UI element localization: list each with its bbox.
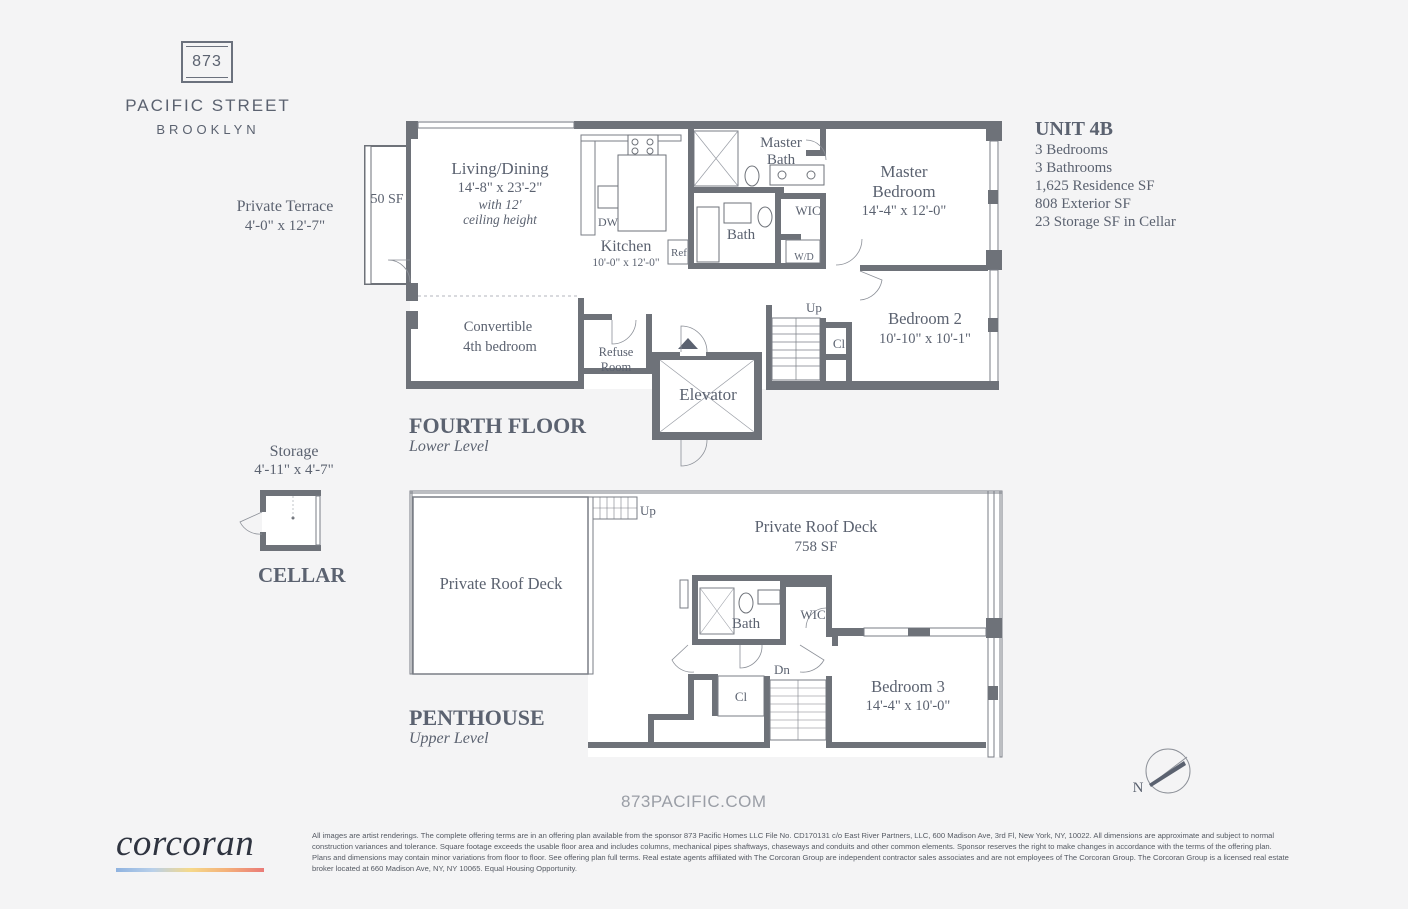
website-link[interactable]: 873PACIFIC.COM xyxy=(621,792,767,811)
washer-dryer-label: W/D xyxy=(794,252,814,263)
bedroom-3-dimensions: 14'-4" x 10'-0" xyxy=(865,698,951,714)
storage-label: Storage xyxy=(269,443,319,460)
bedroom-2-dimensions: 10'-10" x 10'-1" xyxy=(879,331,971,347)
roof-deck-sf-label: 758 SF xyxy=(794,539,838,555)
wic-label: WIC xyxy=(795,203,821,218)
roof-deck-left-label: Private Roof Deck xyxy=(439,574,563,593)
unit-residence-sf: 1,625 Residence SF xyxy=(1035,178,1155,194)
master-bath-label-2: Bath xyxy=(766,152,796,168)
refuse-room-label-2: Room xyxy=(600,360,632,374)
stair-up-label: Up xyxy=(806,300,822,315)
corcoran-logo-bar xyxy=(116,868,264,872)
unit-bedrooms: 3 Bedrooms xyxy=(1035,142,1108,158)
fourth-bedroom-label: 4th bedroom xyxy=(463,339,537,355)
north-compass xyxy=(1146,749,1190,793)
fourth-floor-subtitle: Lower Level xyxy=(409,438,489,455)
penthouse-subtitle: Upper Level xyxy=(409,730,489,747)
legal-disclaimer: All images are artist renderings. The complete offering terms are in an offering plan available from the sponsor 873 Pacific Homes LLC File No. CD170131 c/o East River Partners, LLC, 600 Madison Ave, 3rd Fl, New York, NY, 10022. All dimensions are approximate and subject to normal construction variances and tolerance. Square footage exceeds the usable floor area and includes columns, mechanical pipes shaftways, chaseways and conduits and other common elements. Sponsor reserves the right to make changes in accordance with the terms of the offering plan. Plans and dimensions may contain minor variations from floor to floor. See offering plan full terms. Real estate agents affiliated with The Corcoran Group are independent contractor sales associates and are not employees of The Corcoran Group. The Corcoran Group is a licensed real estate broker located at 660 Madison Ave, NY, NY 10065. Equal Housing Opportunity. xyxy=(312,831,1289,873)
terrace-sf-label: 50 SF xyxy=(370,192,404,207)
private-terrace-label: Private Terrace xyxy=(236,198,334,215)
dishwasher-label: DW xyxy=(598,215,618,229)
elevator-label: Elevator xyxy=(679,385,737,404)
roof-deck-right-label: Private Roof Deck xyxy=(754,517,878,536)
cellar-plan xyxy=(240,490,321,551)
cellar-title: CELLAR xyxy=(258,563,346,587)
private-terrace-area xyxy=(365,146,410,284)
penthouse-stair-down-label: Dn xyxy=(774,662,790,677)
storage-dimensions: 4'-11" x 4'-7" xyxy=(254,462,334,478)
logo-number: 873 xyxy=(192,53,222,70)
refuse-room-label: Refuse xyxy=(598,345,634,359)
penthouse-wic-label: WIC xyxy=(800,607,826,622)
bedroom-3-label: Bedroom 3 xyxy=(871,677,945,696)
kitchen-label: Kitchen xyxy=(600,238,652,255)
kitchen-dimensions: 10'-0" x 12'-0" xyxy=(592,257,660,269)
street-name: PACIFIC STREET xyxy=(125,96,291,115)
master-bedroom-label-2: Bedroom xyxy=(872,182,936,201)
living-dining-dimensions: 14'-8" x 23'-2" xyxy=(457,180,543,196)
ceiling-note-1: with 12' xyxy=(478,197,522,212)
fourth-floor-title: FOURTH FLOOR xyxy=(409,413,587,438)
unit-exterior-sf: 808 Exterior SF xyxy=(1035,196,1131,212)
unit-bathrooms: 3 Bathrooms xyxy=(1035,160,1113,176)
borough-name: BROOKLYN xyxy=(156,122,260,137)
closet-label: Cl xyxy=(832,336,846,351)
living-dining-label: Living/Dining xyxy=(451,159,549,178)
master-bedroom-dimensions: 14'-4" x 12'-0" xyxy=(861,203,947,219)
corcoran-logo: corcoran xyxy=(116,823,255,864)
penthouse-title: PENTHOUSE xyxy=(409,705,545,730)
compass-north-label: N xyxy=(1132,780,1144,796)
private-terrace-dimensions: 4'-0" x 12'-7" xyxy=(244,218,326,234)
refrigerator-label: Ref xyxy=(671,247,687,259)
penthouse-closet-label: Cl xyxy=(734,689,748,704)
penthouse-bath-label: Bath xyxy=(731,616,761,632)
bedroom-2-label: Bedroom 2 xyxy=(888,309,962,328)
convertible-label: Convertible xyxy=(463,319,533,335)
penthouse-stair-up-label: Up xyxy=(640,503,656,518)
unit-title: UNIT 4B xyxy=(1035,118,1113,140)
master-bath-label: Master xyxy=(760,135,802,151)
unit-storage-sf: 23 Storage SF in Cellar xyxy=(1035,214,1176,230)
master-bedroom-label: Master xyxy=(880,162,928,181)
ceiling-note-2: ceiling height xyxy=(463,212,537,227)
bath-label: Bath xyxy=(726,227,756,243)
